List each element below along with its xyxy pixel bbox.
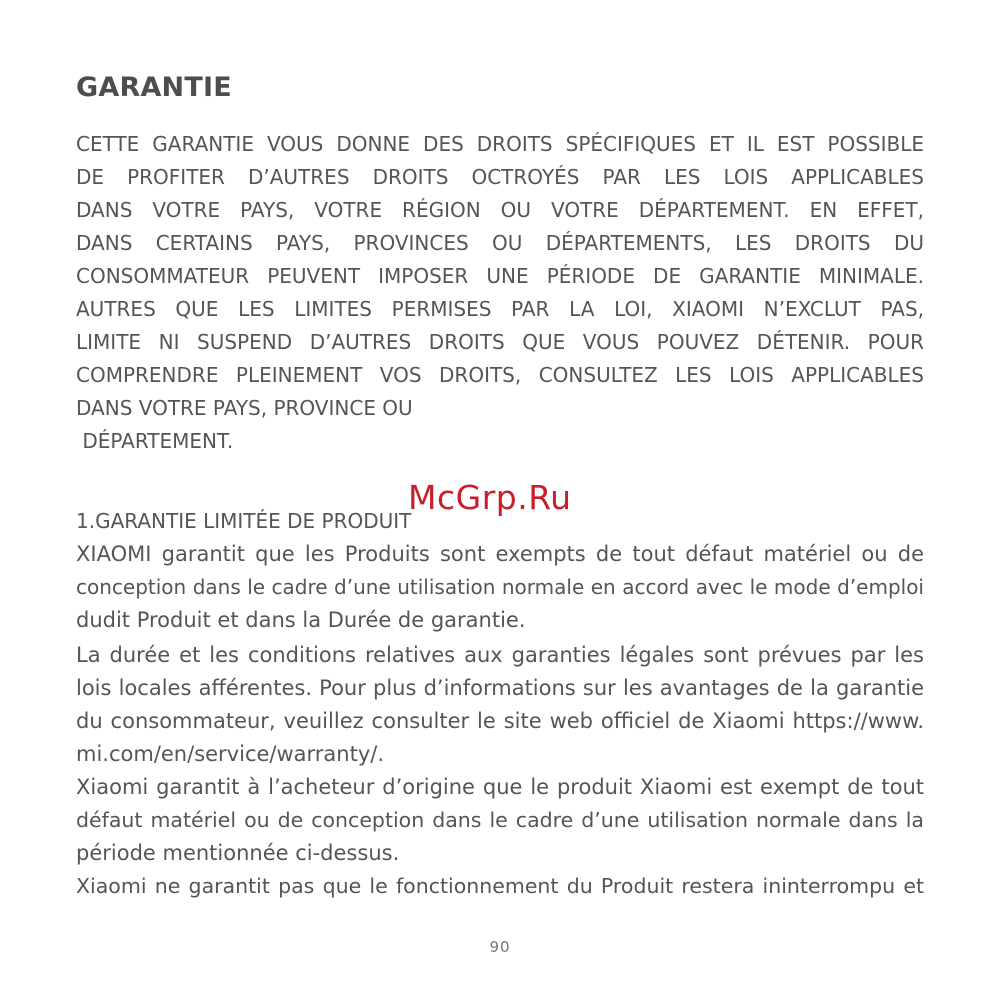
body-line: Xiaomi ne garantit pas que le fonctionnement du Produit restera ininterrompu et xyxy=(76,874,924,898)
page-title: GARANTIE xyxy=(76,72,232,103)
body-line: conception dans le cadre d’une utilisation normale en accord avec le mode d’emploi xyxy=(76,575,924,599)
intro-line: DANS VOTRE PAYS, PROVINCE OU xyxy=(76,396,413,420)
body-line: mi.com/en/service/warranty/. xyxy=(76,742,385,766)
body-line: dudit Produit et dans la Durée de garantie. xyxy=(76,608,526,632)
intro-line: CONSOMMATEUR PEUVENT IMPOSER UNE PÉRIODE DE GARANTIE MINIMALE. xyxy=(76,264,924,288)
intro-line: CETTE GARANTIE VOUS DONNE DES DROITS SPÉCIFIQUES ET IL EST POSSIBLE xyxy=(76,132,924,156)
intro-line: AUTRES QUE LES LIMITES PERMISES PAR LA LOI, XIAOMI N’EXCLUT PAS, xyxy=(76,297,924,321)
section-heading: 1.GARANTIE LIMITÉE DE PRODUIT xyxy=(76,509,412,533)
body-line: période mentionnée ci-dessus. xyxy=(76,841,400,865)
intro-line: LIMITE NI SUSPEND D’AUTRES DROITS QUE VOUS POUVEZ DÉTENIR. POUR xyxy=(76,330,924,354)
watermark: McGrp.Ru xyxy=(408,478,572,517)
intro-line: DANS CERTAINS PAYS, PROVINCES OU DÉPARTEMENTS, LES DROITS DU xyxy=(76,231,924,255)
body-line: lois locales afférentes. Pour plus d’informations sur les avantages de la garantie xyxy=(76,676,924,700)
body-line: XIAOMI garantit que les Produits sont exempts de tout défaut matériel ou de xyxy=(76,542,924,566)
body-line: défaut matériel ou de conception dans le cadre d’une utilisation normale dans la xyxy=(76,808,924,832)
body-line: La durée et les conditions relatives aux garanties légales sont prévues par les xyxy=(76,643,924,667)
body-line: du consommateur, veuillez consulter le site web officiel de Xiaomi https://www. xyxy=(76,709,924,733)
intro-line: DÉPARTEMENT. xyxy=(76,429,234,453)
body-line: Xiaomi garantit à l’acheteur d’origine que le produit Xiaomi est exempt de tout xyxy=(76,775,924,799)
intro-line: DE PROFITER D’AUTRES DROITS OCTROYÉS PAR LES LOIS APPLICABLES xyxy=(76,165,924,189)
page-number: 90 xyxy=(489,938,511,956)
intro-line: COMPRENDRE PLEINEMENT VOS DROITS, CONSULTEZ LES LOIS APPLICABLES xyxy=(76,363,924,387)
intro-line: DANS VOTRE PAYS, VOTRE RÉGION OU VOTRE DÉPARTEMENT. EN EFFET, xyxy=(76,198,924,222)
